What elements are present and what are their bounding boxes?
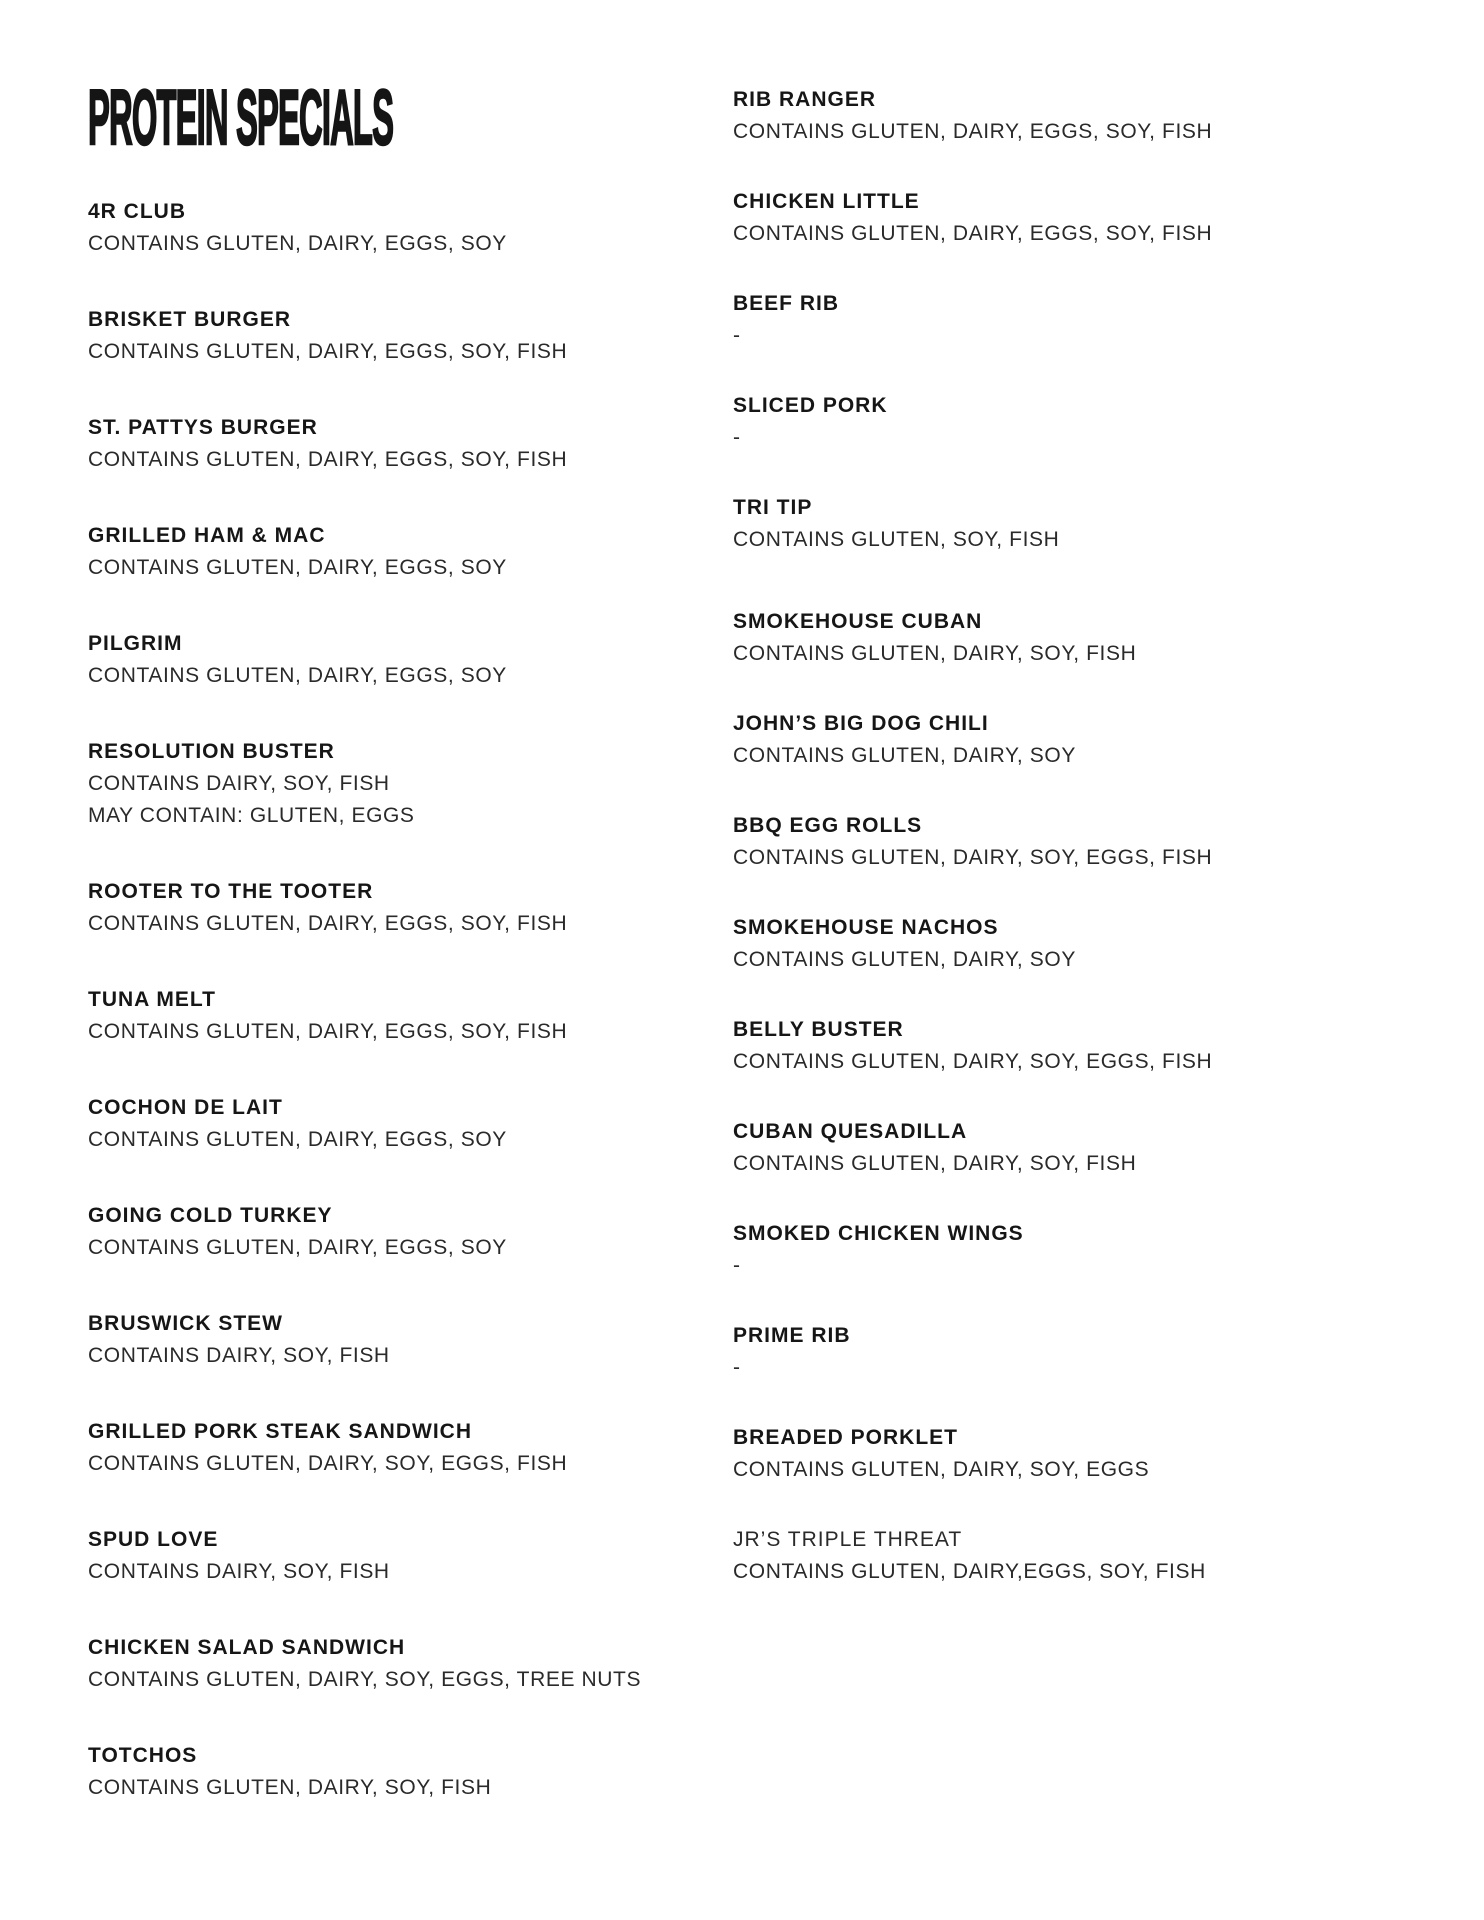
menu-item [733, 1014, 1433, 1078]
menu-item-name: RESOLUTION BUSTER [88, 740, 335, 763]
menu-item [88, 736, 688, 832]
menu-item [733, 1218, 1433, 1282]
menu-item [733, 606, 1433, 670]
menu-item-name: SPUD LOVE [88, 1528, 219, 1551]
menu-item [733, 1422, 1433, 1486]
menu-item-name: GOING COLD TURKEY [88, 1204, 333, 1227]
menu-item [733, 810, 1433, 874]
menu-item-name: CUBAN QUESADILLA [733, 1120, 968, 1143]
menu-item-allergens: CONTAINS GLUTEN, DAIRY, EGGS, SOY [88, 1236, 507, 1259]
menu-item-name: TRI TIP [733, 496, 813, 519]
menu-item [88, 1416, 688, 1480]
menu-column-right [733, 84, 1433, 1626]
menu-item-allergens: CONTAINS GLUTEN, DAIRY, SOY, EGGS, FISH [733, 846, 1213, 869]
menu-item-name: GRILLED HAM & MAC [88, 524, 326, 547]
menu-item [733, 1116, 1433, 1180]
menu-item-allergens: CONTAINS GLUTEN, DAIRY, SOY, FISH [733, 1152, 1137, 1175]
menu-item-name: SMOKEHOUSE CUBAN [733, 610, 983, 633]
menu-item-allergens: CONTAINS GLUTEN, DAIRY, EGGS, SOY, FISH [88, 912, 568, 935]
menu-item-allergens: CONTAINS DAIRY, SOY, FISH [88, 1560, 390, 1583]
menu-item-name: JOHN’S BIG DOG CHILI [733, 712, 989, 735]
menu-item-name: BRISKET BURGER [88, 308, 292, 331]
menu-item-allergens: - [733, 426, 741, 449]
menu-item-allergens: CONTAINS DAIRY, SOY, FISH [88, 772, 390, 795]
menu-item-allergens: CONTAINS GLUTEN, DAIRY, EGGS, SOY, FISH [88, 1020, 568, 1043]
menu-column-left [88, 196, 688, 1848]
menu-item-allergens: CONTAINS GLUTEN, DAIRY, EGGS, SOY [88, 556, 507, 579]
menu-item [733, 912, 1433, 976]
menu-item-allergens: CONTAINS GLUTEN, DAIRY, SOY, EGGS, TREE NUTS [88, 1668, 642, 1691]
menu-item [733, 1524, 1433, 1588]
menu-item-allergens: CONTAINS GLUTEN, DAIRY, EGGS, SOY, FISH [88, 448, 568, 471]
menu-item-allergens: CONTAINS GLUTEN, DAIRY, EGGS, SOY [88, 232, 507, 255]
menu-item-name: PILGRIM [88, 632, 183, 655]
menu-item [88, 304, 688, 368]
menu-item [88, 1308, 688, 1372]
menu-item-allergens: CONTAINS GLUTEN, DAIRY, SOY, FISH [88, 1776, 492, 1799]
menu-item [733, 288, 1433, 352]
menu-item-name: GRILLED PORK STEAK SANDWICH [88, 1420, 472, 1443]
menu-item-name: TOTCHOS [88, 1744, 198, 1767]
menu-item-name: ST. PATTYS BURGER [88, 416, 318, 439]
menu-item [88, 628, 688, 692]
menu-item-allergens: CONTAINS GLUTEN, DAIRY, SOY, FISH [733, 642, 1137, 665]
menu-item-name: SMOKED CHICKEN WINGS [733, 1222, 1024, 1245]
menu-item-name: SMOKEHOUSE NACHOS [733, 916, 999, 939]
menu-item [733, 708, 1433, 772]
menu-item-name: BBQ EGG ROLLS [733, 814, 923, 837]
menu-item-allergens: CONTAINS GLUTEN, DAIRY, SOY, EGGS, FISH [733, 1050, 1213, 1073]
menu-item-allergens: CONTAINS GLUTEN, DAIRY,EGGS, SOY, FISH [733, 1560, 1206, 1583]
menu-item-allergens: CONTAINS GLUTEN, DAIRY, SOY, EGGS [733, 1458, 1150, 1481]
menu-item [88, 520, 688, 584]
menu-item [88, 1200, 688, 1264]
menu-item-name: PRIME RIB [733, 1324, 851, 1347]
menu-item [733, 84, 1433, 148]
menu-item-name: ROOTER TO THE TOOTER [88, 880, 374, 903]
menu-item [88, 196, 688, 260]
menu-item-allergens: - [733, 1254, 741, 1277]
menu-item [733, 1320, 1433, 1384]
menu-item-allergens: CONTAINS GLUTEN, DAIRY, EGGS, SOY, FISH [733, 120, 1213, 143]
menu-item-allergens: CONTAINS GLUTEN, SOY, FISH [733, 528, 1060, 551]
menu-item-allergens: CONTAINS GLUTEN, DAIRY, EGGS, SOY, FISH [88, 340, 568, 363]
menu-item [88, 412, 688, 476]
menu-item-name: BEEF RIB [733, 292, 840, 315]
menu-item-name: CHICKEN LITTLE [733, 190, 920, 213]
menu-item-name: BELLY BUSTER [733, 1018, 904, 1041]
menu-item-allergens: MAY CONTAIN: GLUTEN, EGGS [88, 804, 415, 827]
menu-item-allergens: CONTAINS GLUTEN, DAIRY, SOY, EGGS, FISH [88, 1452, 568, 1475]
menu-item-name: TUNA MELT [88, 988, 216, 1011]
menu-item-allergens: CONTAINS GLUTEN, DAIRY, EGGS, SOY, FISH [733, 222, 1213, 245]
menu-item-name: BREADED PORKLET [733, 1426, 959, 1449]
menu-item-name: COCHON DE LAIT [88, 1096, 283, 1119]
menu-item-name: RIB RANGER [733, 88, 877, 111]
menu-item [88, 1740, 688, 1804]
menu-item-allergens: CONTAINS GLUTEN, DAIRY, EGGS, SOY [88, 1128, 507, 1151]
menu-item-allergens: CONTAINS GLUTEN, DAIRY, SOY [733, 744, 1076, 767]
menu-item-allergens: - [733, 1356, 741, 1379]
menu-item [733, 492, 1433, 556]
menu-item-name: JR’S TRIPLE THREAT [733, 1528, 963, 1551]
menu-item [88, 1524, 688, 1588]
menu-item-allergens: - [733, 324, 741, 347]
menu-item [88, 876, 688, 940]
menu-item-name: BRUSWICK STEW [88, 1312, 283, 1335]
menu-item [88, 1092, 688, 1156]
menu-item-name: CHICKEN SALAD SANDWICH [88, 1636, 406, 1659]
menu-item-name: 4R CLUB [88, 200, 187, 223]
menu-item-name: SLICED PORK [733, 394, 888, 417]
page-title: PROTEIN SPECIALS [88, 73, 394, 161]
menu-item [88, 984, 688, 1048]
menu-item [88, 1632, 688, 1696]
menu-item-allergens: CONTAINS GLUTEN, DAIRY, SOY [733, 948, 1076, 971]
menu-item [733, 390, 1433, 454]
menu-item-allergens: CONTAINS GLUTEN, DAIRY, EGGS, SOY [88, 664, 507, 687]
menu-item [733, 186, 1433, 250]
menu-item-allergens: CONTAINS DAIRY, SOY, FISH [88, 1344, 390, 1367]
